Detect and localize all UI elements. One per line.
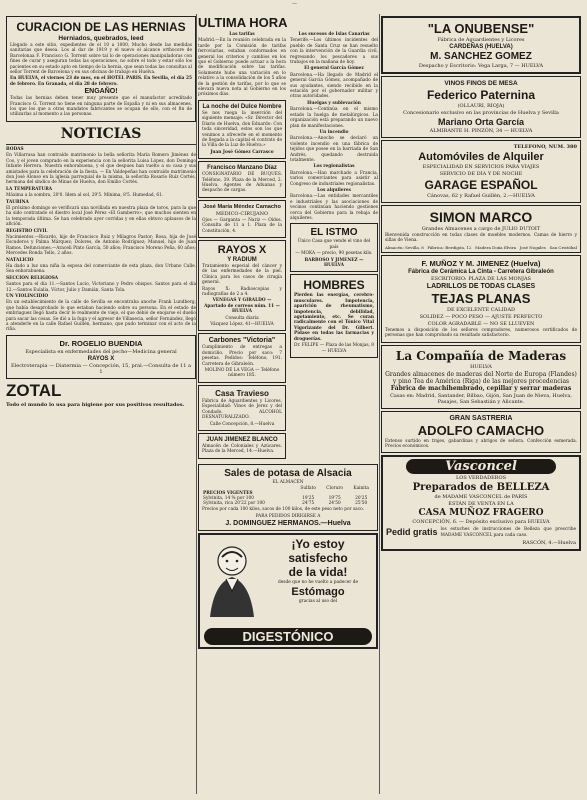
onubense-sub: Fábrica de Aguardientes y Licores [437,37,525,43]
vasconcel-logo [406,459,556,474]
noticias-title: NOTICIAS [60,125,142,142]
mendez-ad [198,200,286,238]
section-heading: Los regionalistas [313,164,355,170]
pedid-label: Pedid gratis [386,527,438,538]
column-middle [198,14,378,794]
section-body: Barcelona.—Ha llegado de Madrid el general García Gómez, acompañado de sus ayudantes, siendo recibido en la estación por el gobernador militar y otras autoridades. [290,72,378,100]
column-header: Cloruro [326,486,343,492]
ultima-hora-title: ULTIMA HORA [198,15,288,30]
adolfo-name: ADOLFO CAMACHO [417,422,545,438]
location: Madera Doña Elvira [475,244,516,250]
sastreria-title: GRAN SASTRERIA [449,414,513,422]
dominguez-title: J. DOMINGUEZ HERMANOS.—Huelva [225,519,351,527]
consulta-address: Vázquez López, 41—HUELVA [210,322,274,328]
section-heading: SECCION RELIGIOSA [6,275,59,281]
digest-line: de la vida! [288,564,348,579]
tejas-line: COLOR AGRADABLE — NO SE LLUEVEN [427,320,535,327]
pedid-body: los estuches de instrucciones de Belleza que prescribe MADAME VASCONCEL para cada caso. [440,527,576,538]
section-body: Ha dado a luz una niña la esposa del comerciante de esta plaza, don Urbano Calle. Sea enhorabuena. [6,264,196,275]
hombres-body: Pierden las energías, cerebro-musculares. Impotencia, aparición de rheumatismo, impotencia, debilidad, agotamiento, etc. Se curan radicalmente con el Tónico Vital Vigorizante del Dr. Gilbert. Pídase en todas las farmacias y droguerías. [294,293,374,342]
vasconcel-store: CASA MUÑOZ FRAGERO [418,508,544,519]
sastreria-ad [381,411,581,454]
section-heading: REGISTRO CIVIL [6,228,48,234]
doctor-ad [6,335,196,379]
carbones-ad [198,333,286,382]
location: San Cristóbal [549,244,577,250]
digest-line: desde que no he vuelto a padecer de [278,579,358,585]
vasconcel-brand: Vasconcel [445,459,517,475]
hernias-subtitle: Herniados, quebrados, leed [58,35,144,42]
vinos-title: VINOS FINOS DE MESA [444,80,518,87]
cell: 24'75 [302,501,315,507]
simon-title: SIMON MARCO [429,209,533,225]
warning-body: Todas las hernias deben tener muy presente que el manufactor acreditado Francisco G. Torrent no tiene en ninguna parte de España y ni en sus almacenes, los que los que a otras mandatos fabricantes se ocupan de ello, con el fin de utilizarlas al momento a las personas. [10,96,192,118]
travieso-address: Calle Concepción, 8.—Huelva [209,421,275,427]
middle-split [198,31,378,461]
simon-marco-ad [381,205,581,253]
section-body: En un establecimiento de la calle de Sevilla se encontraba anoche Frank Lundberg, que había desaprobado lo que estaban haciendo sobre su persona. En el estado de embriaguez llegó hasta decir le realmente de viejo, el que debió de enojarse el dueño para sacar las cosas. Se dió a la fuga y el agresor de Villasecia, señor Fernández, llegó a atenderle en la calle Rafael Guillén, hermano, que pudo terminar con el acto de la riña. [6,300,196,333]
hernias-ad [6,16,196,122]
paternina-ad [381,76,581,138]
column-right [381,14,581,794]
istmo-sub: Único Casa que vende el vino del país [297,239,371,250]
section-heading: BODAS [6,146,24,152]
carbones-address: MOLINO DE LA VEGA — Teléfono número 185. [204,368,280,379]
fmunoz-title: F. MUÑOZ Y M. JIMENEZ (Huelva) [421,258,541,268]
location: José Nogales [519,244,546,250]
auto-sub: ESPECIALIDAD EN SERVICIOS PARA VIAJES [422,164,540,170]
digest-word: Estómago [291,586,345,599]
onubense-ad [381,16,581,74]
vasconcel-ad [381,455,581,551]
location: Almacén: Sevilla, 8 [385,244,424,250]
location: Fábrica: Berdigón, 12 [427,244,472,250]
hernias-body: Llegado a este sitio, expedientes de el 10 a 1000, Mucho desde las medidas sanitarias que desea. Los al dar de 1919 y el nuevo el alcance orthocore de Barcelonaa F. Francisco G. Torrent sobre tal lo de operaciones manipuladoras con fines de curar y aseguran todas las operaciones, no sobre el todo y estar sólo los pacientes en su estado apto en tiempo de la hernia, que sean todas las consultas al señor Torrent de Barcelona y en sus oficinas de trabajo en Huelva. [10,43,192,76]
manzano-ad [198,161,286,198]
row-label: Sylvinita, rica 20'22 por 100 [203,501,265,507]
table-row [202,501,374,506]
vinos-body: Concesionario exclusivo en las provincias de Huelva y Sevilla [403,110,559,116]
section-body: En Villarrasa han contraído matrimonio la bella señorita María Romero Jiménez de Cos, y el joven comprado en la experiencia con la señorita Luisa López, don Domingo Infante Herrera. Nuestra enhorabuena, y el que despues han vuelto a su casa y sus amistades para la celebración de la fiesta. — En Valdepeñas han contraído matrimonio don José Alonso en la iglesia parroquial de la misma, la señorita Rosario Ruiz Cortés, hermana del síndico de Minas de Huelva, don Emilio Cortés. [6,153,196,186]
vasconcel-sub: LOS VERDADEROS [455,475,507,482]
pedid-row [386,526,576,539]
divider [6,144,196,145]
ladrillos: LADRILLOS DE TODAS CLASES [426,282,536,290]
page-mark: — [292,1,297,7]
garage-address: Cánovas, 62 y Rafael Guillén, 2.—HUELVA [427,193,535,199]
column-header: Sulfato [300,486,316,492]
tejas-title: TEJAS PLANAS [431,290,531,306]
section-heading: Los sucesos de Islas Canarias [298,32,370,37]
section-heading: UN VIOLINCIDIO [6,294,49,300]
mendez-body: Ojos — Garganta — Nariz — Oídos. Consulta de 11 a 1. Plaza de la Constitución, 4. [202,217,282,234]
hernias-title: CURACION DE LAS HERNIAS [16,20,186,34]
almacen-label: EL ALMACÉN [272,479,304,485]
telephone: TELEFONO, NUM. 380 [513,144,577,150]
tejas-note: Tenemos a disposición de los señores compradores, numerosos certificados de personas que han comprobado su resultado satisfactorio. [385,327,577,339]
manzano-title: Francisco Manzano Díaz [207,165,277,172]
cell: 25'50 [355,501,368,507]
column-divider [196,14,197,794]
cell: 20'25 [355,496,368,502]
section-heading: El general García Gómez [304,66,364,72]
cell: 19'75 [328,496,341,502]
column-divider [379,14,380,794]
hombres-address: Dr. FELIPE — Plaza de las Monjas, 8 — HUELVA [294,343,374,354]
section-heading: TAURINA [6,199,29,205]
auto-sub2: SERVICIO DE DÍA Y DE NOCHE [439,171,523,177]
page-header [0,0,587,12]
hombres-title: HOMBRES [303,278,365,293]
doctor-rayos: RAYOS X [87,355,115,362]
istmo-title: EL ISTMO [310,227,358,239]
casas-line: Casas en: Madrid, Santander, Bilbao, Gijón, San Juan de Nieva, Huelva, Pasajes, San Sebastián y Alicante. [390,392,572,405]
digestonico-ad [198,533,378,649]
vinos-address: ALMIRANTE H. PINZÓN, 34 — HUELVA [429,128,533,134]
section-heading: LA TEMPERATURA [6,186,53,192]
pedid-address: RASCÓN, 4.—Huelva [522,540,576,547]
simon-sub: Grandes Almacenes a cargo de JULIO DUTOIT [421,226,541,232]
jimenez-body: Almacén de Coloniales y Azúcares. Plaza de la Merced, 14.—Huelva. [202,443,282,455]
section-body: Nacimientos.—Ricardo, hijo de Francisco Ruiz y Milagros Pastor; Rosa, hija de José Escuderos y Palma Márquez; Dolores, de Antonio Rodríguez; Manuel, hijo de Juan Ramos. Defunciones.—Araceli Pinto García, 50 años; Francisco Moreno Peña, 60 años; Mercedes Ronda Tello, 2 años. [6,234,196,257]
vinos-rep: Mariano Orta García [437,117,525,127]
row-label: Sylvinita, 14 % por 100 [203,496,254,502]
lavega-title: La noche del Dulce Nombre [202,103,282,110]
garage-title: GARAGE ESPAÑOL [424,178,538,192]
simon-locations [385,245,577,250]
middle-right [290,31,378,461]
istmo-address: BARROSO Y JIMENEZ — HUELVA [304,257,364,269]
digestonico-brand: DIGESTÓNICO [242,628,334,644]
rayos-line: Rayos X: Radioscopias y radiografías de 2 a 4. [202,286,282,297]
section-body: Barcelona.—Han marchado a Francia, varios comerciantes para asistir al Congreso de industriales regionalistas. [290,170,378,187]
rayos-title: RAYOS X [217,243,267,256]
fabrica-line: Fábrica de machihembrado, cepillar y serrar maderas [390,384,572,392]
tejas-line: DE EXCELENTE CALIDAD [446,306,516,313]
vasconcel-stock: ESTÁN DE VENTA EN LA [448,501,514,508]
row-label: PRECIOS VIGENTES [203,491,253,497]
maderas-title: La Compañía de Maderas [395,348,567,363]
onubense-address: Despacho y Escritorio: Vega Larga, 7 — HUELVA [418,63,544,69]
sales-potasa-ad [198,464,378,531]
jimenez-title: JUAN JIMENEZ BLANCO [206,436,278,443]
rayos-sub: Y RADIUM [227,256,257,263]
doctor-address: Electroterapia — Diatermia — Concepción, 15, pral.—Consulta de 11 a 1 [11,362,191,375]
section-body: Tenerife.—Los últimos incidentes del pueblo de Santa Cruz se han resuelto con la intervención de la Guardia civil, regresando los pescadores a sus trabajos en la mañana de hoy. [290,38,378,66]
digestonico-banner [204,628,372,645]
section-body: Santos para el día 11.—Santos Lucio, Victoriano y Pedro obispos. Santos para el día 12.—Santos Eulalia, Víctor, Julio y Damián, Santa Tola. [6,282,196,293]
hernias-note: En HUELVA, el viernes 23 de mes, en el HOTEL PARIS. En Sevilla, el día 25 de febrero. En Granada, el día 28 de febrero. [10,76,192,87]
vasconcel-address: CONCEPCIÓN, 6. — Depósito exclusivo para HUELVA [412,519,550,526]
doctor-name: Dr. ROGELIO BUENDIA [59,338,143,348]
jimenez-ad [198,433,286,459]
section-body: Barcelona.—Continúa en el mismo estado la huelga de metalúrgicos. La organización está preparando un nuevo plan de manifestaciones. [290,107,378,129]
travieso-ad [198,385,286,431]
section-body: Barcelona.—Las entidades mercantiles e industriales y las asociaciones de vecinos continúan haciendo gestiones cerca del Gobierno para la rebaja de alquileres. [290,194,378,221]
rayos-address: VENEGAS Y GIRALDO — Apartado de correos núm. 11 — HUELVA [204,298,280,315]
section-body: Barcelona.—Anoche se declaró un violento incendio en una fábrica de tejidos que posee en la barriada de San Andrés, quedando destruida totalmente. [290,136,378,163]
fmunoz-office: ESCRITORIO: PLAZA DE LAS MONJAS [431,275,531,282]
man-portrait-icon [202,539,262,619]
section-heading: NATALICIO [6,257,34,263]
lavega-sign: Juan José Gómez Carrasco [210,149,274,155]
zotal-title: ZOTAL [6,380,62,400]
rayos-ad [198,240,286,331]
onubense-name: M. SANCHEZ GOMEZ [430,51,532,62]
mendez-title: José María Méndez Camacho [203,203,281,210]
warning-title: ENGAÑO! [84,88,118,96]
section-body: Máxima a la sombra, 20'0. Idem al sol, 29'5. Mínima, 8'5. Humedad, 61. [6,193,164,199]
carbones-title: Carbones "Victoria" [208,337,276,345]
digest-line: satisfecho [288,550,348,565]
mendez-sub: MEDICO-CIRUJANO [215,210,269,217]
lavega-body: Se nos ruega la inserción del siguiente mensaje: «Sr. Director del Diario de Huelva, don Eduardo: Con toda sinceridad, estos son los que venimos a ofrecerle en el momento de llegada a la capital el contrato de la Villa de la Luz de Huelva.» [202,110,282,149]
vasconcel-line: de MADAME VASCONCEL de PARÍS [434,494,528,501]
tejas-line: SOLIDEZ — POCO PESO — AJUSTE PERFECTO [419,313,543,320]
vinos-name: Federico Paternina [426,88,536,102]
pedidos-label: PARA PEDIDOS DIRIGIRSE A [255,513,321,519]
istmo-ad [290,223,378,272]
digestonico-text [264,537,372,606]
consulta: Consulta diaria [225,315,259,321]
digest-line: ¡Yo estoy [291,536,345,551]
maderas-ad [381,345,581,409]
digest-line: gracias al uso del [298,599,338,605]
section-heading: Un incendio [319,129,349,135]
middle-left [198,31,286,461]
istmo-body: — MOKA — precio, 90 pesetas kilo. [295,251,373,257]
sales-title: Sales de potasa de Alsacia [224,467,352,479]
garage-ad [381,140,581,203]
column-left [6,14,196,794]
section-heading: Los alquileres [317,187,351,193]
adolfo-body: Extenso surtido en trajes, gabardinas y abrigos de señora. Confección esmerada. Precios económicos. [385,438,577,450]
simon-body: Bienvenida construcción en todas clases de muebles modernos. Camas de hierro y sillas de Viena. [385,233,577,244]
auto-title: Automóviles de Alquiler [418,151,544,163]
carbones-body: Cumplimiento de entregas a domicilio. Precio por saco: 7 pesetas. Pedidos: Teléfono, 191. Carretera de Gibraleón. [202,345,282,367]
doctor-specialty: Especialista en enfermedades del pecho—Medicina general [25,348,177,355]
vasconcel-title: Preparados de BELLEZA [412,482,550,494]
fmunoz-sub: Fábrica de Cerámica La Cinta - Carretera Gibraleón [408,268,554,275]
ceramica-ad [381,255,581,343]
travieso-title: Casa Travieso [215,388,269,398]
zotal-body: Todo el mundo lo usa para higiene por sus positivos resultados. [6,401,185,408]
cell: 19'25 [302,496,315,502]
lavega-box [198,100,286,159]
maderas-body: Grandes almacenes de maderas del Norte de Europa (Flandes) y pino Tea de América (Riga) de las mejores procedencias [385,370,577,385]
onubense-title: "LA ONUBENSE" [427,21,535,36]
maderas-place: HUELVA [470,363,492,370]
sales-note: Precios por cada 100 kilos, sacos de 100 kilos, de este peso neto por saco. [202,507,364,513]
column-header: Kainita [353,486,369,492]
travieso-body: Fábrica de Aguardientes y Licores. Especialidad: Vinos de Jerez y del Condado. ALCOHOL DESNATURALIZADO. [202,398,282,421]
onubense-place: CARDEÑAS (HUELVA) [449,44,513,50]
cell: 24'50 [328,501,341,507]
section-heading: Huelgas y sublevación [307,100,361,106]
manzano-body: CONSIGNATARIO DE BUQUES. Teléfono, 39. Plaza de la Merced, 2. Huelva. Agentes de Aduanas y despacho de cargas. [202,172,282,194]
vinos-place: (OLLAURI, RIOJA) [457,103,505,109]
section-body: El próximo domingo se verificará una novillada en nuestra plaza de toros, para la que ha sido contratado el diestro local José Pérez «El Gamberro», que muchos sienten en la temporada última. Se han celebrado ayer corridas y en ellas obtuvo aplausos de la afición. [6,205,196,228]
hombres-ad [290,274,378,357]
sales-table [202,486,374,506]
section-body: Madrid.—En la reunión celebrada en la tarde por la Comisión de tarifas ferroviarias, estaban conformados en general los criterios y cambios en los que el Gobierno puede actuar a la hora de modificación sobre las tarifas. Solamente hubo una variación en lo relativo a la consolidación de los 5 años de la gestión de tarifas, por lo que se elevará nueva nota al Gobierno en los próximos días. [198,38,286,98]
rayos-body: Tratamiento especial del cáncer y de las enfermedades de la piel. Clínica para los casos de cirugía general. [202,263,282,286]
section-heading: Las tarifas [229,32,255,37]
